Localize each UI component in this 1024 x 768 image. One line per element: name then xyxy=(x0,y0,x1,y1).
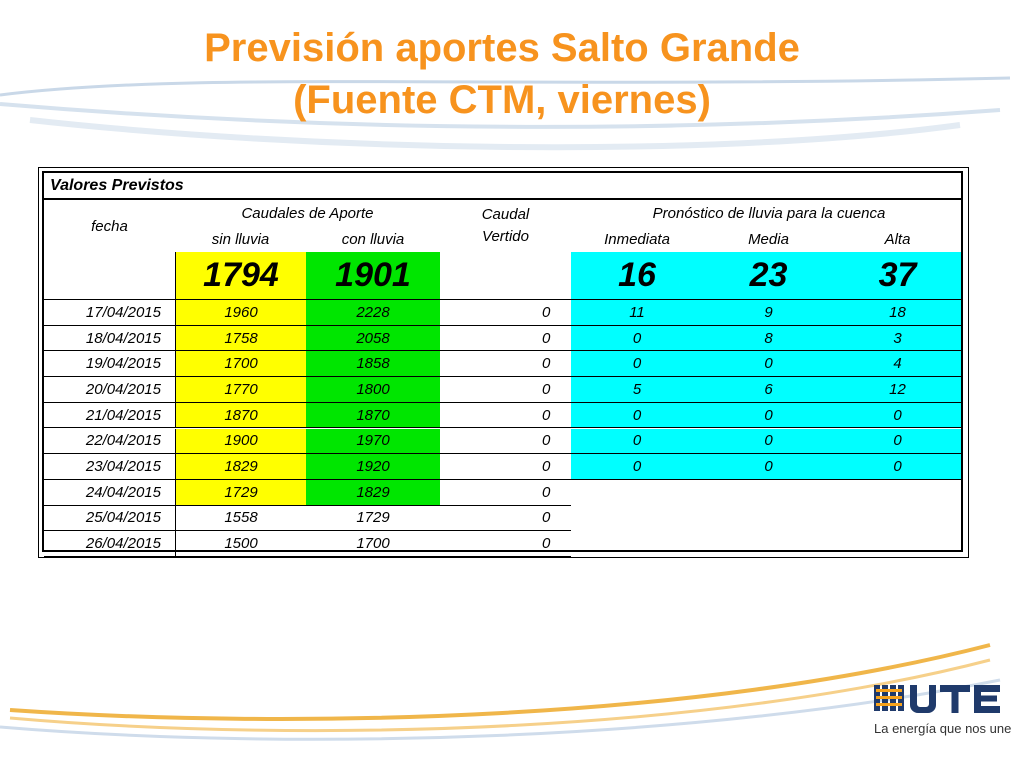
cell-inm: 0 xyxy=(571,351,703,377)
cell-sin: 1700 xyxy=(175,351,306,377)
cell-sin: 1829 xyxy=(175,454,306,480)
cell-alta: 0 xyxy=(834,454,961,480)
cell-inm: 5 xyxy=(571,377,703,403)
cell-vert: 0 xyxy=(440,377,571,403)
cell-vert: 0 xyxy=(440,480,571,506)
cell-inm: 0 xyxy=(571,429,703,455)
header-vertido: Vertido xyxy=(482,227,529,245)
cell-alta: 18 xyxy=(834,300,961,326)
header-media: Media xyxy=(748,230,789,248)
cell-con: 2228 xyxy=(306,300,440,326)
header-fecha: fecha xyxy=(91,217,128,235)
cell-vert: 0 xyxy=(440,454,571,480)
cell-sin: 1758 xyxy=(175,326,306,352)
forecast-table-inner xyxy=(42,171,963,552)
summary-alta: 37 xyxy=(834,252,961,299)
logo-tagline: La energía que nos une xyxy=(874,721,1012,736)
cell-vert: 0 xyxy=(440,429,571,455)
header-inmediata: Inmediata xyxy=(604,230,670,248)
cell-fecha: 17/04/2015 xyxy=(44,300,175,326)
cell-alta: 3 xyxy=(834,326,961,352)
cell-med: 8 xyxy=(703,326,834,352)
cell-fecha: 19/04/2015 xyxy=(44,351,175,377)
summary-sin-lluvia: 1794 xyxy=(175,252,306,299)
header-caudal: Caudal xyxy=(481,205,530,223)
cell-sin: 1960 xyxy=(175,300,306,326)
cell-con: 1858 xyxy=(306,351,440,377)
cell-inm: 0 xyxy=(571,326,703,352)
cell-vert: 0 xyxy=(440,351,571,377)
slide-title xyxy=(0,22,1004,126)
cell-vert: 0 xyxy=(440,300,571,326)
section-title: Valores Previstos xyxy=(44,173,961,200)
cell-con: 1700 xyxy=(306,531,440,557)
cell-con: 1829 xyxy=(306,480,440,506)
summary-media: 23 xyxy=(703,252,834,299)
title-line-1: Previsión aportes Salto Grande xyxy=(204,26,800,70)
cell-vert: 0 xyxy=(440,506,571,532)
cell-inm: 0 xyxy=(571,403,703,429)
cell-med: 9 xyxy=(703,300,834,326)
cell-med: 0 xyxy=(703,429,834,455)
cell-con: 1870 xyxy=(306,403,440,429)
cell-vert: 0 xyxy=(440,531,571,557)
cell-sin: 1870 xyxy=(175,403,306,429)
cell-fecha: 26/04/2015 xyxy=(44,531,175,557)
header-caudales-group: Caudales de Aporte xyxy=(241,204,374,222)
cell-fecha: 24/04/2015 xyxy=(44,480,175,506)
cell-fecha: 21/04/2015 xyxy=(44,403,175,429)
cell-con: 2058 xyxy=(306,326,440,352)
cell-fecha: 25/04/2015 xyxy=(44,506,175,532)
cell-sin: 1500 xyxy=(175,531,306,557)
cell-sin: 1558 xyxy=(175,506,306,532)
cell-fecha: 18/04/2015 xyxy=(44,326,175,352)
cell-med: 6 xyxy=(703,377,834,403)
cell-con: 1970 xyxy=(306,429,440,455)
cell-alta: 0 xyxy=(834,429,961,455)
cell-con: 1729 xyxy=(306,506,440,532)
cell-con: 1800 xyxy=(306,377,440,403)
header-pronostico-group: Pronóstico de lluvia para la cuenca xyxy=(652,204,886,222)
header-con-lluvia: con lluvia xyxy=(341,230,405,248)
cell-inm: 11 xyxy=(571,300,703,326)
header-alta: Alta xyxy=(884,230,911,248)
cell-med: 0 xyxy=(703,454,834,480)
cell-sin: 1729 xyxy=(175,480,306,506)
cell-vert: 0 xyxy=(440,326,571,352)
cell-alta: 12 xyxy=(834,377,961,403)
summary-con-lluvia: 1901 xyxy=(306,252,440,299)
cell-con: 1920 xyxy=(306,454,440,480)
header-sin-lluvia: sin lluvia xyxy=(211,230,270,248)
forecast-table xyxy=(38,167,969,558)
cell-sin: 1770 xyxy=(175,377,306,403)
cell-fecha: 23/04/2015 xyxy=(44,454,175,480)
cell-alta: 4 xyxy=(834,351,961,377)
cell-fecha: 20/04/2015 xyxy=(44,377,175,403)
cell-med: 0 xyxy=(703,351,834,377)
cell-fecha: 22/04/2015 xyxy=(44,429,175,455)
cell-inm: 0 xyxy=(571,454,703,480)
cell-med: 0 xyxy=(703,403,834,429)
cell-sin: 1900 xyxy=(175,429,306,455)
title-line-2: (Fuente CTM, viernes) xyxy=(293,78,711,122)
cell-alta: 0 xyxy=(834,403,961,429)
cell-vert: 0 xyxy=(440,403,571,429)
summary-inmediata: 16 xyxy=(571,252,703,299)
